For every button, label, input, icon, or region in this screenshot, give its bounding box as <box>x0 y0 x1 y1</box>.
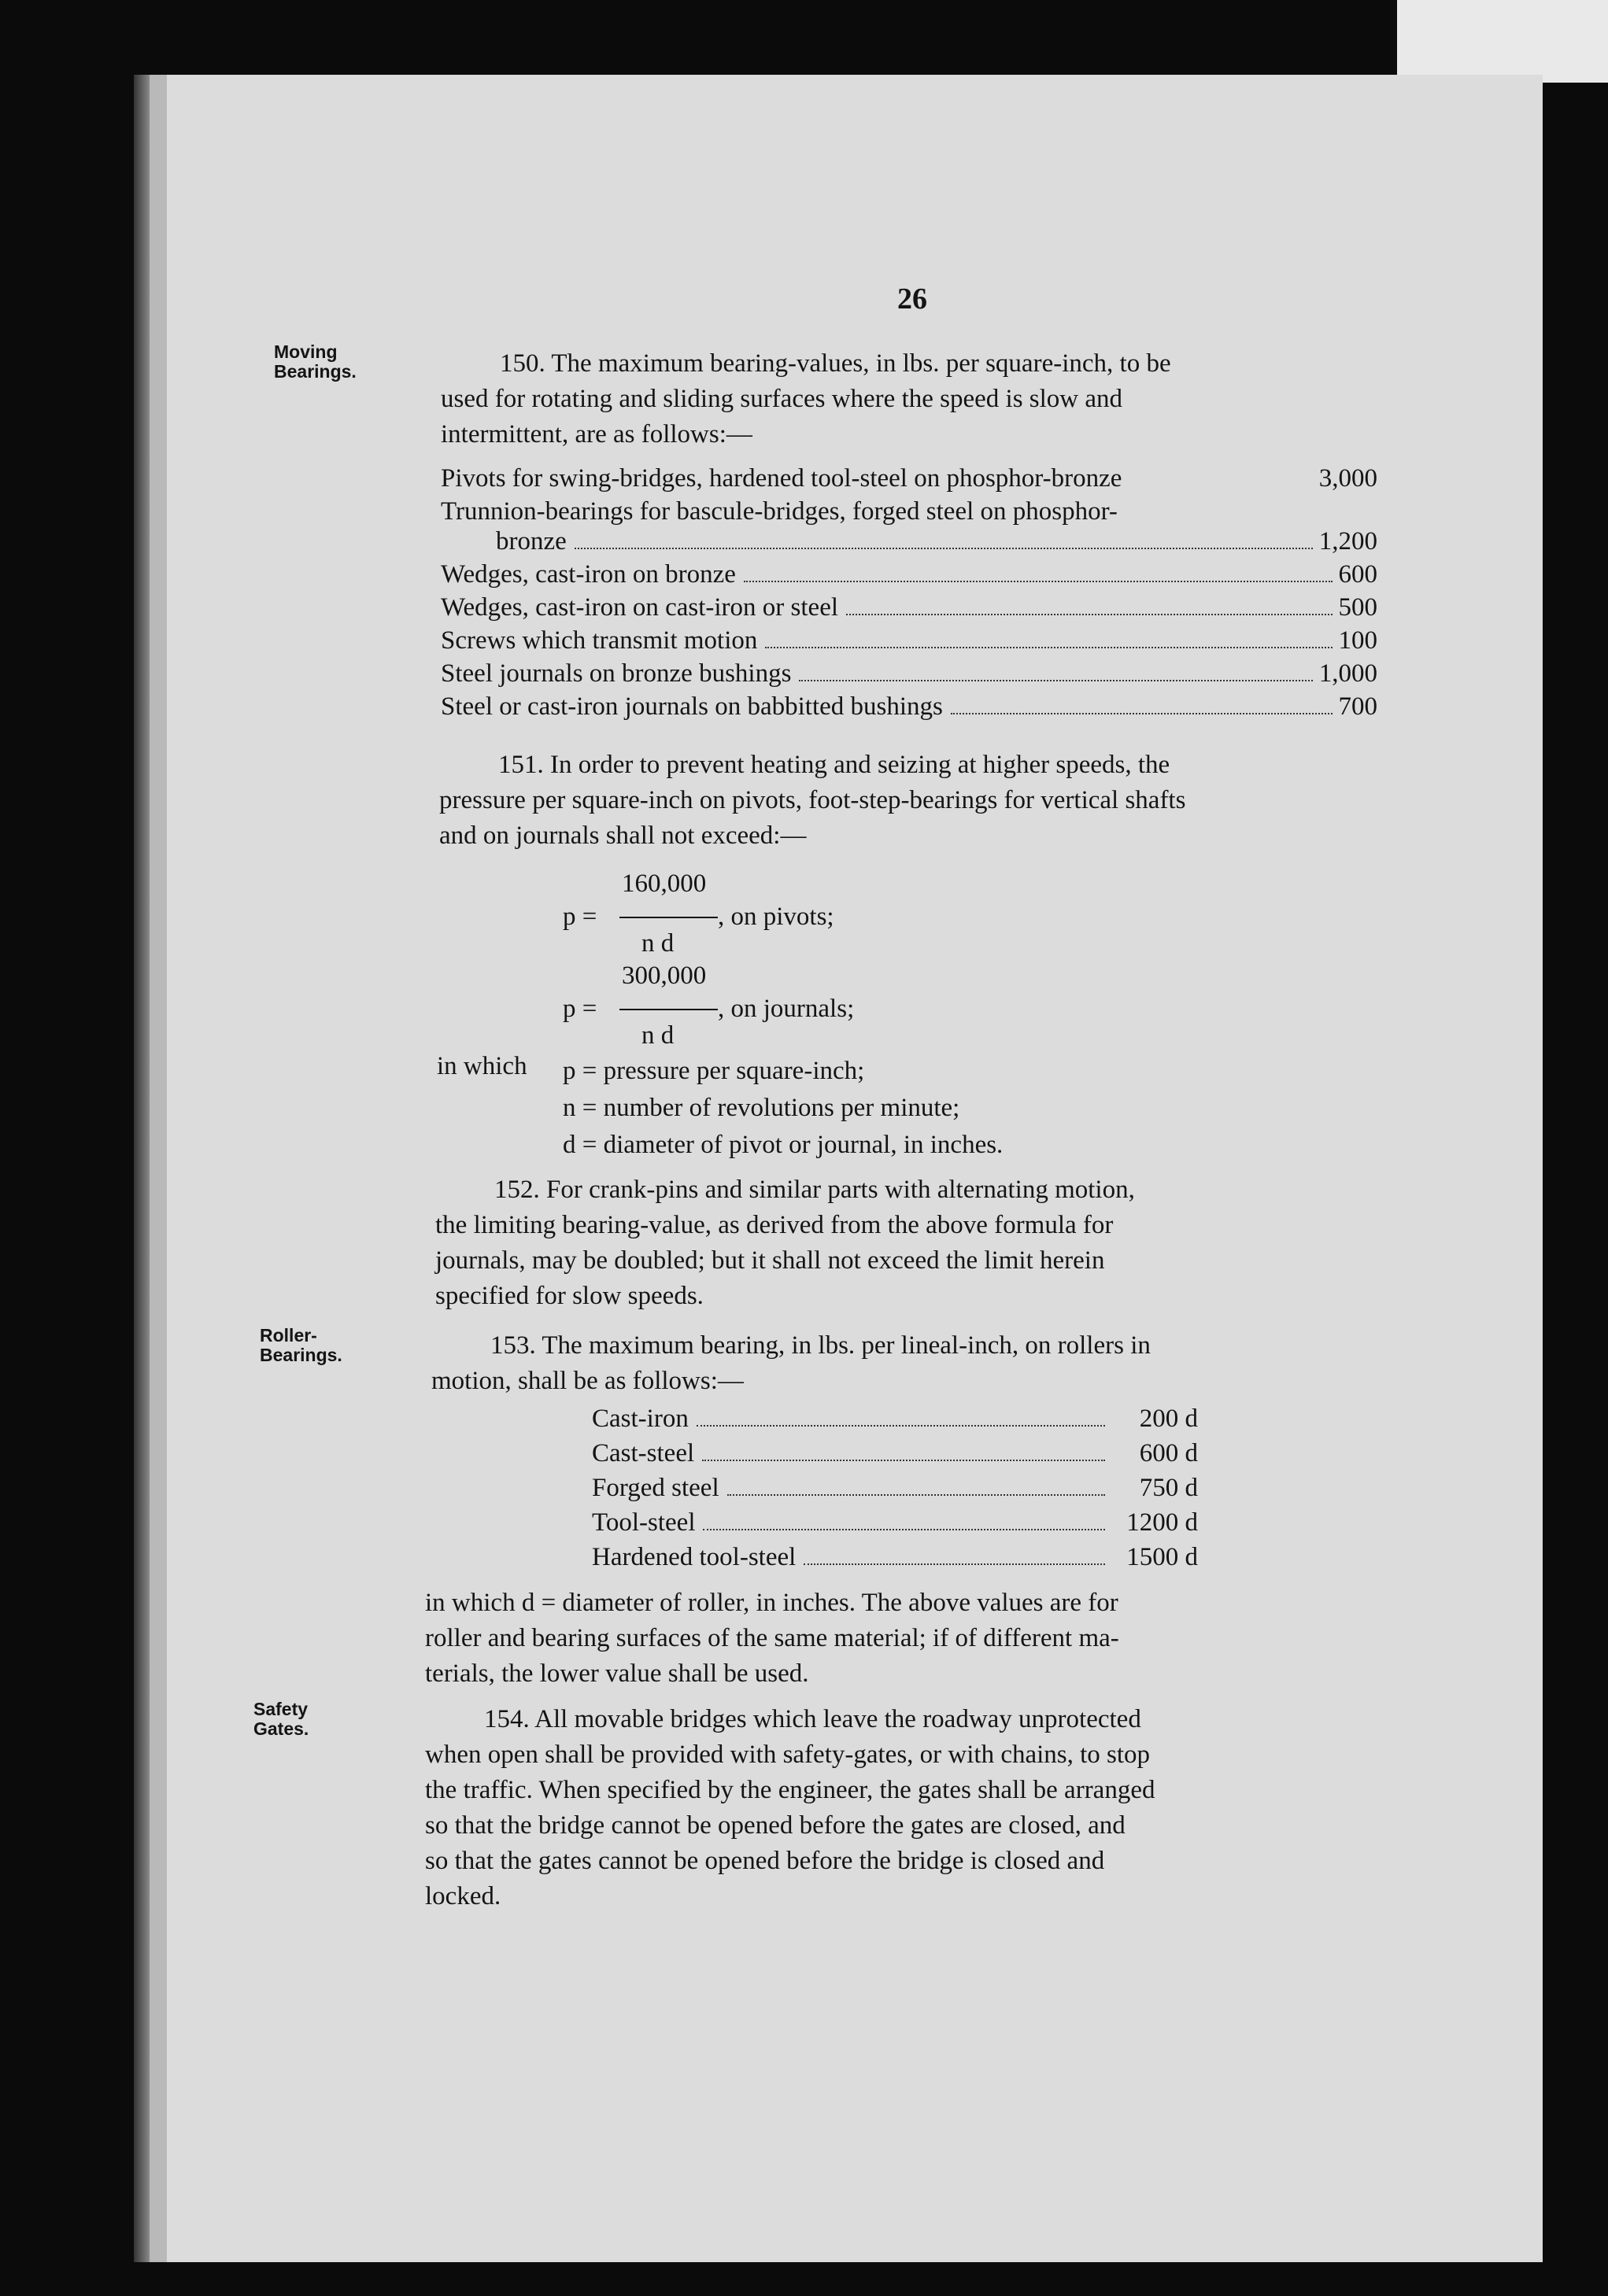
leader-dots <box>702 1460 1105 1461</box>
row-label: Wedges, cast-iron on bronze <box>441 560 736 589</box>
row-label: Cast-steel <box>592 1439 695 1467</box>
fraction-bar <box>619 917 718 918</box>
roller-row <box>592 1508 1198 1537</box>
definition-line: n = number of revolutions per minute; <box>563 1094 960 1122</box>
row-label: Wedges, cast-iron on cast-iron or steel <box>441 593 839 622</box>
bearing-row <box>441 626 1377 655</box>
page-number: 26 <box>897 282 927 316</box>
definition-line: d = diameter of pivot or journal, in inches. <box>563 1131 1004 1159</box>
sidenote-line: Gates. <box>253 1718 309 1739</box>
paragraph-line: and on journals shall not exceed:— <box>439 821 807 850</box>
paragraph-line: 154. All movable bridges which leave the roadway unprotected <box>484 1705 1141 1733</box>
paragraph-line: roller and bearing surfaces of the same material; if of different ma- <box>425 1624 1119 1652</box>
bearing-row <box>441 560 1377 589</box>
roller-row <box>592 1543 1198 1572</box>
book-spine-shadow <box>134 75 150 2262</box>
sidenote-moving-bearings <box>274 342 357 382</box>
formula-numerator: 300,000 <box>622 962 707 990</box>
bearing-row <box>441 593 1377 622</box>
row-value: 600 <box>1338 560 1377 589</box>
sidenote-line: Safety <box>253 1699 309 1719</box>
formula-denominator: n d <box>641 1021 675 1050</box>
row-label: Steel or cast-iron journals on babbitted bushings <box>441 692 943 721</box>
row-label: Trunnion-bearings for bascule-bridges, forged steel on phosphor- <box>441 497 1118 526</box>
formula-pivots <box>563 869 925 964</box>
formula-numerator: 160,000 <box>622 869 707 898</box>
section-153-intro <box>431 1328 1151 1399</box>
section-151-intro <box>439 747 1185 854</box>
paragraph-line: 151. In order to prevent heating and seizing at higher speeds, the <box>498 751 1170 779</box>
row-value: 3,000 <box>1318 464 1377 493</box>
paragraph-line: 153. The maximum bearing, in lbs. per lineal-inch, on rollers in <box>490 1331 1151 1360</box>
roller-row <box>592 1405 1198 1434</box>
sidenote-line: Moving <box>274 341 338 362</box>
section-150-intro <box>441 346 1171 452</box>
row-value: 200 d <box>1139 1405 1198 1433</box>
leader-dots <box>799 680 1312 681</box>
sidenote-safety-gates <box>253 1700 309 1739</box>
paragraph-line: journals, may be doubled; but it shall not exceed the limit herein <box>435 1246 1105 1275</box>
row-value: 100 <box>1338 626 1377 655</box>
formula-denominator: n d <box>641 929 675 958</box>
fraction-bar <box>619 1009 718 1010</box>
row-label: Pivots for swing-bridges, hardened tool-steel on phosphor-bronze <box>441 464 1122 493</box>
section-152 <box>435 1172 1135 1314</box>
leader-dots <box>846 614 1332 615</box>
in-which-label: in which <box>437 1052 527 1080</box>
row-value: 1500 d <box>1126 1543 1198 1571</box>
leader-dots <box>951 713 1333 714</box>
row-value: 1,000 <box>1318 659 1377 688</box>
formula-rhs: , on journals; <box>718 995 855 1023</box>
background-paper-corner <box>1397 0 1608 83</box>
paragraph-line: 152. For crank-pins and similar parts with alternating motion, <box>494 1176 1135 1204</box>
sidenote-roller-bearings <box>260 1326 342 1365</box>
paragraph-line: so that the bridge cannot be opened before the gates are closed, and <box>425 1811 1126 1840</box>
row-label: Hardened tool-steel <box>592 1543 797 1571</box>
bearing-row <box>441 659 1377 688</box>
paragraph-line: the traffic. When specified by the engineer, the gates shall be arranged <box>425 1776 1155 1804</box>
bearing-row <box>441 692 1377 722</box>
paragraph-line: pressure per square-inch on pivots, foot-step-bearings for vertical shafts <box>439 786 1186 814</box>
formula-lhs: p = <box>563 903 597 931</box>
formula-rhs: , on pivots; <box>718 903 834 931</box>
section-153-note <box>425 1585 1119 1692</box>
row-label: Tool-steel <box>592 1508 696 1537</box>
paragraph-line: so that the gates cannot be opened before the bridge is closed and <box>425 1847 1105 1875</box>
section-154 <box>425 1702 1155 1914</box>
row-value: 500 <box>1338 593 1377 622</box>
row-value: 600 d <box>1139 1439 1198 1467</box>
leader-dots <box>804 1563 1105 1565</box>
row-value: 1,200 <box>1318 527 1377 556</box>
roller-row <box>592 1474 1198 1503</box>
sidenote-line: Roller- <box>260 1325 317 1345</box>
bearing-row-trunnion <box>441 497 1377 526</box>
paragraph-line: when open shall be provided with safety-gates, or with chains, to stop <box>425 1740 1151 1769</box>
paragraph-line: 150. The maximum bearing-values, in lbs. per square-inch, to be <box>500 349 1171 378</box>
paragraph-line: specified for slow speeds. <box>435 1282 704 1310</box>
bearing-row-pivots <box>441 464 1377 493</box>
bearing-row <box>496 527 1377 556</box>
leader-dots <box>575 548 1313 549</box>
leader-dots <box>744 581 1333 582</box>
row-value: 700 <box>1338 692 1377 721</box>
paragraph-line: intermittent, are as follows:— <box>441 420 752 448</box>
paragraph-line: used for rotating and sliding surfaces where the speed is slow and <box>441 385 1123 413</box>
formula-lhs: p = <box>563 995 597 1023</box>
definition-line: p = pressure per square-inch; <box>563 1057 865 1085</box>
leader-dots <box>697 1425 1105 1427</box>
roller-row <box>592 1439 1198 1468</box>
row-label: bronze <box>496 527 567 556</box>
paragraph-line: the limiting bearing-value, as derived from the above formula for <box>435 1211 1114 1239</box>
leader-dots <box>703 1529 1105 1530</box>
leader-dots <box>727 1494 1105 1496</box>
row-label: Forged steel <box>592 1474 719 1502</box>
paragraph-line: in which d = diameter of roller, in inches. The above values are for <box>425 1589 1118 1617</box>
row-label: Cast-iron <box>592 1405 689 1433</box>
formula-journals <box>563 962 925 1056</box>
sidenote-line: Bearings. <box>260 1345 342 1365</box>
paragraph-line: locked. <box>425 1882 501 1910</box>
row-label: Screws which transmit motion <box>441 626 758 655</box>
row-value: 750 d <box>1139 1474 1198 1502</box>
row-value: 1200 d <box>1126 1508 1198 1537</box>
paragraph-line: motion, shall be as follows:— <box>431 1367 744 1395</box>
paragraph-line: terials, the lower value shall be used. <box>425 1659 809 1688</box>
row-label: Steel journals on bronze bushings <box>441 659 792 688</box>
leader-dots <box>765 647 1332 648</box>
sidenote-line: Bearings. <box>274 361 357 382</box>
